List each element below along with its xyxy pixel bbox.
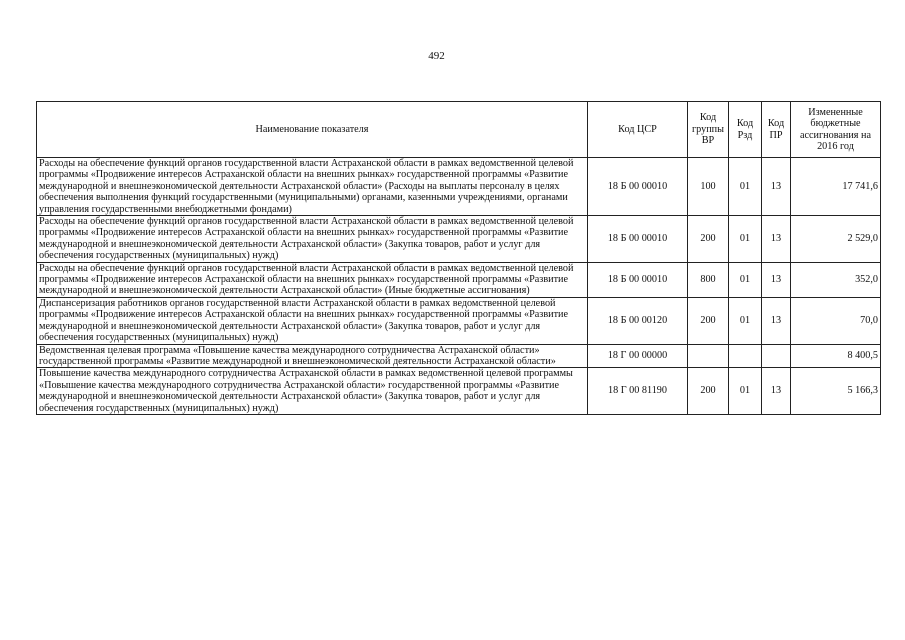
row-pr: 13 xyxy=(762,368,791,415)
header-amount: Измененные бюджетные ассигнования на 2016 год xyxy=(791,102,881,158)
header-pr: Код ПР xyxy=(762,102,791,158)
table-row xyxy=(37,344,881,368)
row-name: Повышение качества международного сотрудничества Астраханской области в рамках ведомственной целевой программы «Повышение качества международного сотрудничества Астраханской области» государственной программы «Развитие международной и внешнеэкономической деятельности Астраханской области» (Закупка товаров, работ и услуг для обеспечения государственных (муниципальных) нужд) xyxy=(37,368,588,415)
row-pr: 13 xyxy=(762,216,791,263)
row-vr xyxy=(688,344,729,368)
row-name: Расходы на обеспечение функций органов государственной власти Астраханской области в рамках ведомственной целевой программы «Продвижение интересов Астраханской области на внешних рынках» государственной программы «Развитие международной и внешнеэкономической деятельности Астраханской области» (Расходы на выплаты персоналу в целях обеспечения выполнения функций государственными (муниципальными) органами, казенными учреждениями, органами управления государственными внебюджетными фондами) xyxy=(37,158,588,216)
header-rzd: Код Рзд xyxy=(729,102,762,158)
row-pr: 13 xyxy=(762,297,791,344)
table-header-row xyxy=(37,102,881,158)
row-pr: 13 xyxy=(762,158,791,216)
row-rzd: 01 xyxy=(729,368,762,415)
row-name: Диспансеризация работников органов государственной власти Астраханской области в рамках ведомственной целевой программы «Продвижение интересов Астраханской области на внешних рынках» государственной программы «Развитие международной и внешнеэкономической деятельности Астраханской области» (Закупка товаров, работ и услуг для обеспечения государственных (муниципальных) нужд) xyxy=(37,297,588,344)
row-vr: 200 xyxy=(688,368,729,415)
row-csr: 18 Г 00 81190 xyxy=(588,368,688,415)
table-row xyxy=(37,368,881,415)
header-csr: Код ЦСР xyxy=(588,102,688,158)
row-amount: 2 529,0 xyxy=(791,216,881,263)
header-name: Наименование показателя xyxy=(37,102,588,158)
header-vr: Код группы ВР xyxy=(688,102,729,158)
row-amount: 70,0 xyxy=(791,297,881,344)
row-amount: 5 166,3 xyxy=(791,368,881,415)
row-rzd: 01 xyxy=(729,216,762,263)
row-rzd xyxy=(729,344,762,368)
table-row xyxy=(37,216,881,263)
budget-table xyxy=(36,101,881,415)
row-csr: 18 Б 00 00010 xyxy=(588,158,688,216)
row-pr: 13 xyxy=(762,262,791,297)
row-name: Расходы на обеспечение функций органов государственной власти Астраханской области в рамках ведомственной целевой программы «Продвижение интересов Астраханской области на внешних рынках» государственной программы «Развитие международной и внешнеэкономической деятельности Астраханской области» (Иные бюджетные ассигнования) xyxy=(37,262,588,297)
row-csr: 18 Б 00 00120 xyxy=(588,297,688,344)
row-name: Ведомственная целевая программа «Повышение качества международного сотрудничества Астраханской области» государственной программы «Развитие международной и внешнеэкономической деятельности Астраханской области» xyxy=(37,344,588,368)
row-rzd: 01 xyxy=(729,262,762,297)
row-amount: 17 741,6 xyxy=(791,158,881,216)
row-amount: 352,0 xyxy=(791,262,881,297)
table-row xyxy=(37,262,881,297)
row-csr: 18 Г 00 00000 xyxy=(588,344,688,368)
row-csr: 18 Б 00 00010 xyxy=(588,262,688,297)
row-pr xyxy=(762,344,791,368)
row-vr: 200 xyxy=(688,297,729,344)
row-vr: 800 xyxy=(688,262,729,297)
row-vr: 100 xyxy=(688,158,729,216)
table-row xyxy=(37,158,881,216)
row-csr: 18 Б 00 00010 xyxy=(588,216,688,263)
page-number: 492 xyxy=(428,50,445,62)
table-row xyxy=(37,297,881,344)
row-amount: 8 400,5 xyxy=(791,344,881,368)
row-name: Расходы на обеспечение функций органов государственной власти Астраханской области в рамках ведомственной целевой программы «Продвижение интересов Астраханской области на внешних рынках» государственной программы «Развитие международной и внешнеэкономической деятельности Астраханской области» (Закупка товаров, работ и услуг для обеспечения государственных (муниципальных) нужд) xyxy=(37,216,588,263)
row-rzd: 01 xyxy=(729,158,762,216)
row-vr: 200 xyxy=(688,216,729,263)
row-rzd: 01 xyxy=(729,297,762,344)
